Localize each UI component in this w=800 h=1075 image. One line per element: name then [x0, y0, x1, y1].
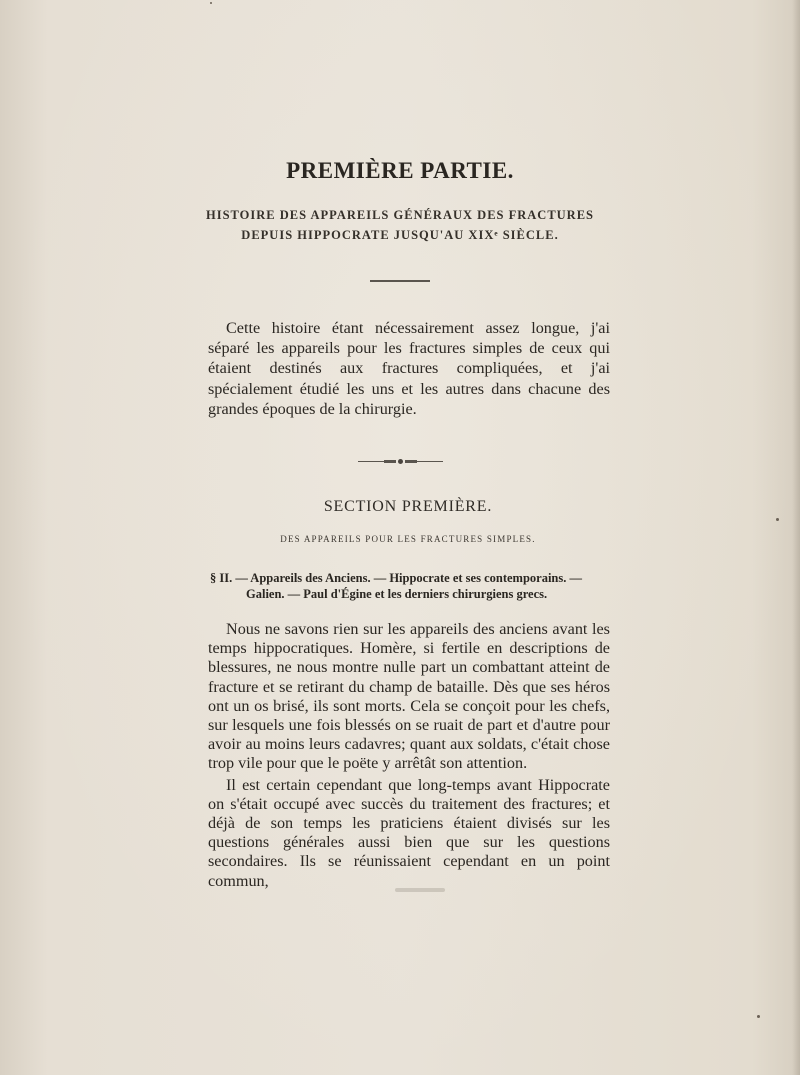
- intro-text: Cette histoire étant nécessairement assez longue, j'ai séparé les appareils pour les fractures simples de ceux qui étaient destinés aux fractures compliquées, et j'ai spécialement étudié les uns et les autres dans chacune des grandes époques de la chirurgie.: [208, 319, 610, 418]
- paragraph-heading-line-1: § II. — Appareils des Anciens. — Hippocrate et ses contemporains. —: [210, 571, 582, 585]
- paragraph-heading: [210, 570, 610, 602]
- ornament-divider: [0, 452, 800, 470]
- body-paragraph-2: Il est certain cependant que long-temps avant Hippocrate on s'était occupé avec succès du traitement des fractures; et déjà de son temps les praticiens étaient divisés sur les questions générales aussi bien que sur les questions secondaires. Ils se réunissaient cependant en un point commun,: [208, 775, 610, 890]
- body-paragraph-1: Nous ne savons rien sur les appareils des anciens avant les temps hippocratiques. Homère, si fertile en descriptions de blessures, ne nous montre nulle part un combattant atteint de fracture et se retirant du champ de bataille. Dès que ses héros ont un os brisé, ils sont morts. Cela se conçoit pour les chefs, sur lesquels une fois blessés on se ruait de part et d'autre pour avoir au moins leurs cadavres; quant aux soldats, c'était chose trop vile pour que le poëte y arrêtât son attention.: [208, 620, 610, 773]
- paper-speck: [210, 2, 212, 4]
- part-subtitle-line-1: HISTOIRE DES APPAREILS GÉNÉRAUX DES FRACTURES: [205, 208, 595, 222]
- ornament-divider: [0, 272, 800, 290]
- body-text: [208, 620, 610, 891]
- intro-paragraph: [208, 318, 610, 419]
- section-title: SECTION PREMIÈRE.: [323, 498, 493, 515]
- part-title: PREMIÈRE PARTIE.: [286, 158, 514, 183]
- ink-smudge: [395, 888, 445, 892]
- part-subtitle-line-2: DEPUIS HIPPOCRATE JUSQU'AU XIXᵉ SIÈCLE.: [241, 228, 559, 242]
- section-subtitle: DES APPAREILS POUR LES FRACTURES SIMPLES.: [280, 534, 536, 544]
- paragraph-heading-line-2: Galien. — Paul d'Égine et les derniers chirurgiens grecs.: [246, 587, 548, 601]
- paper-speck: [776, 518, 779, 521]
- paper-speck: [757, 1015, 760, 1018]
